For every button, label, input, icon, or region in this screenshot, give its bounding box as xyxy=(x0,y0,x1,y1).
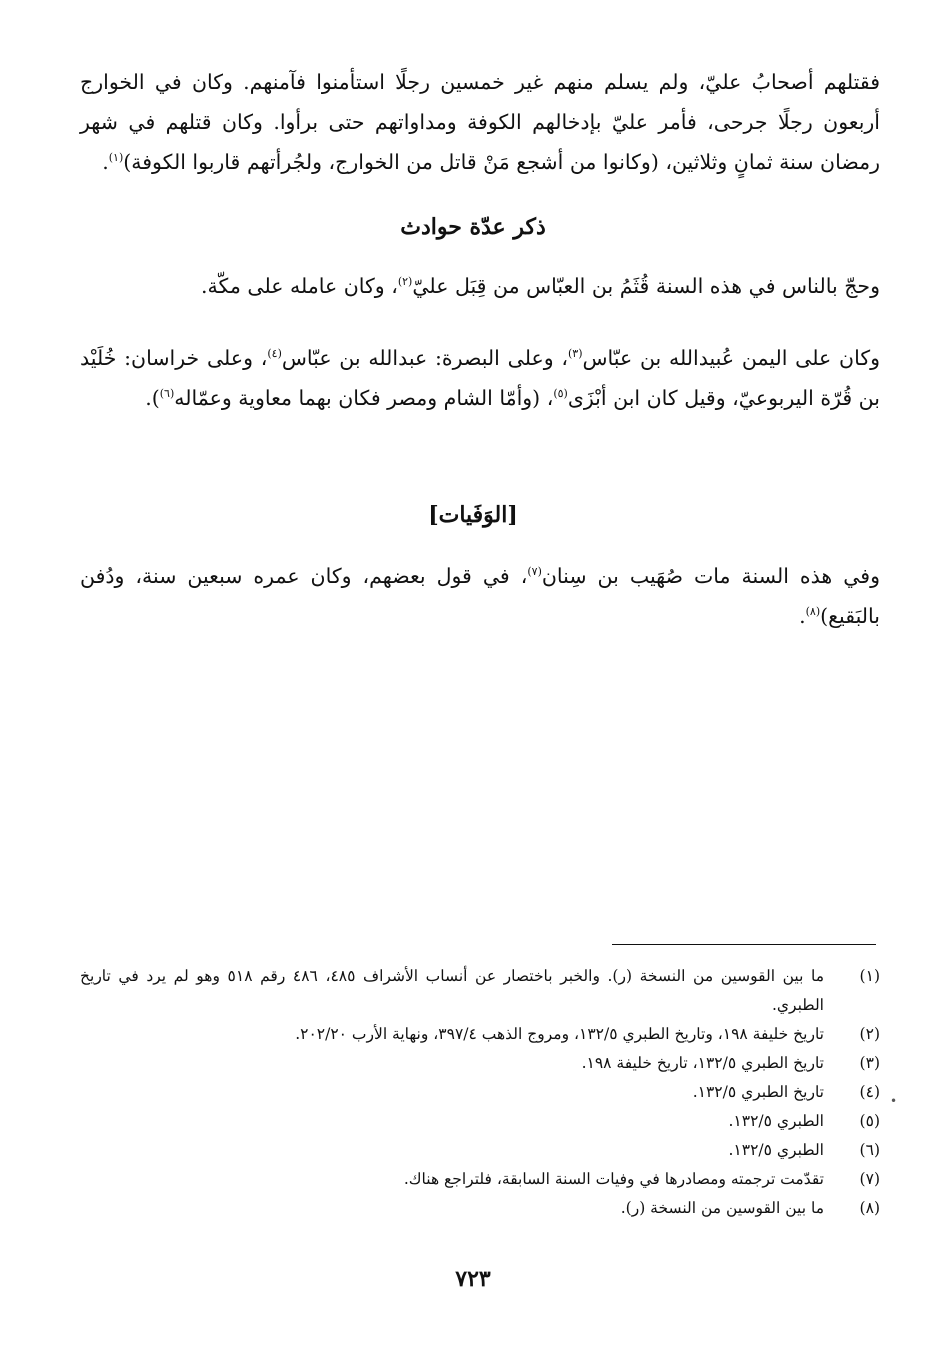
paragraph-hajj xyxy=(80,266,880,306)
scan-speck: • xyxy=(890,1094,898,1108)
footnote-number: (٤) xyxy=(859,1083,880,1101)
paragraph-text: فقتلهم أصحابُ عليّ، ولم يسلم منهم غير خمسين رجلًا استأمنوا فآمنهم. وكان في الخوارج أربعون رجلًا جرحى، فأمر عليّ بإدخالهم الكوفة ومداواتهم حتى برأوا. وكان قتلهم في شهر رمضان سنة ثمانٍ وثلاثين، (وكانوا من أشجع مَنْ قاتل من الخوارج، ولجُرأتهم قاربوا الكوفة) xyxy=(80,70,880,174)
paragraph-suhayb xyxy=(80,556,880,636)
footnote-divider xyxy=(612,944,876,945)
footnote-ref: (٧) xyxy=(527,565,542,579)
footnote-text: تقدّمت ترجمته ومصادرها في وفيات السنة السابقة، فلتراجع هناك. xyxy=(403,1170,824,1188)
footnote-item xyxy=(80,1078,880,1107)
paragraph-text: ، في قول بعضهم، وكان عمره سبعين سنة، ودُفن بالبَقيع) xyxy=(80,564,880,628)
footnote-number: (٧) xyxy=(859,1170,880,1188)
footnote-text: تاريخ خليفة ١٩٨، وتاريخ الطبري ١٣٢/٥، ومروج الذهب ٣٩٧/٤، ونهاية الأرب ٢٠٢/٢٠. xyxy=(295,1025,824,1043)
paragraph-governors xyxy=(80,338,880,418)
footnote-number: (٥) xyxy=(859,1112,880,1130)
page-number: ٧٢٣ xyxy=(455,1266,491,1292)
paragraph-text: وفي هذه السنة مات صُهَيب بن سِنان xyxy=(541,564,881,588)
footnote-item xyxy=(80,1194,880,1223)
footnote-item xyxy=(80,1165,880,1194)
footnote-ref: (٣) xyxy=(568,347,583,361)
section-heading-events: ذكر عدّة حوادث xyxy=(400,214,546,240)
paragraph-text: ، (وأمّا الشام ومصر فكان بهما معاوية وعمّاله xyxy=(174,386,554,410)
footnote-text: ما بين القوسين من النسخة (ر). xyxy=(620,1199,824,1217)
footnote-number: (٢) xyxy=(859,1025,880,1043)
footnote-item xyxy=(80,1020,880,1049)
section-heading-deaths: [الوَفَيات] xyxy=(428,502,518,528)
footnote-text: الطبري ١٣٢/٥. xyxy=(728,1112,824,1130)
footnote-ref: (١) xyxy=(108,151,124,165)
footnote-number: (١) xyxy=(859,967,880,985)
paragraph-text: ، وعلى البصرة: عبدالله بن عبّاس xyxy=(281,346,568,370)
footnote-text: ما بين القوسين من النسخة (ر). والخبر باختصار عن أنساب الأشراف ٤٨٥، ٤٨٦ رقم ٥١٨ وهو لم يرد في تاريخ الطبري. xyxy=(80,967,825,1014)
footnote-ref: (٢) xyxy=(397,275,413,289)
footnote-ref: (٥) xyxy=(553,387,568,401)
footnotes xyxy=(80,962,880,1223)
paragraph-text: . xyxy=(799,604,806,628)
footnote-ref: (٤) xyxy=(267,347,282,361)
footnote-item xyxy=(80,962,880,1020)
paragraph-text: ، وعلى خراسان: خُلَيْد بن قُرّة اليربوعيّ، وقيل كان ابن أبْزَى xyxy=(80,346,880,410)
footnote-ref: (٨) xyxy=(805,605,821,619)
footnote-number: (٨) xyxy=(859,1199,880,1217)
footnote-item xyxy=(80,1049,880,1078)
footnote-ref: (٦) xyxy=(159,387,175,401)
footnote-number: (٣) xyxy=(859,1054,880,1072)
paragraph-kharijites: فقتلهم أصحابُ عليّ، ولم يسلم منهم غير خمسين رجلًا استأمنوا فآمنهم. وكان في الخوارج أربعون رجلًا جرحى، فأمر عليّ بإدخالهم الكوفة ومداواتهم حتى برأوا. وكان قتلهم في شهر رمضان سنة ثمانٍ وثلاثين، (وكانوا من أشجع مَنْ قاتل من الخوارج، ولجُرأتهم قاربوا الكوفة)$^{(١)}$. xyxy=(80,70,880,174)
footnote-text: الطبري ١٣٢/٥. xyxy=(728,1141,824,1159)
footnote-text: تاريخ الطبري ١٣٢/٥، تاريخ خليفة ١٩٨. xyxy=(581,1054,824,1072)
paragraph-text: وحجّ بالناس في هذه السنة قُثَمُ بن العبّاس من قِبَل عليّ xyxy=(412,274,880,298)
paragraph-text: ). xyxy=(145,386,160,410)
footnote-number: (٦) xyxy=(859,1141,880,1159)
footnote-text: تاريخ الطبري ١٣٢/٥. xyxy=(692,1083,824,1101)
footnote-item xyxy=(80,1136,880,1165)
paragraph-text: وكان على اليمن عُبيدالله بن عبّاس xyxy=(582,346,880,370)
paragraph-text: ، وكان عامله على مكّة. xyxy=(201,274,398,298)
footnote-item xyxy=(80,1107,880,1136)
